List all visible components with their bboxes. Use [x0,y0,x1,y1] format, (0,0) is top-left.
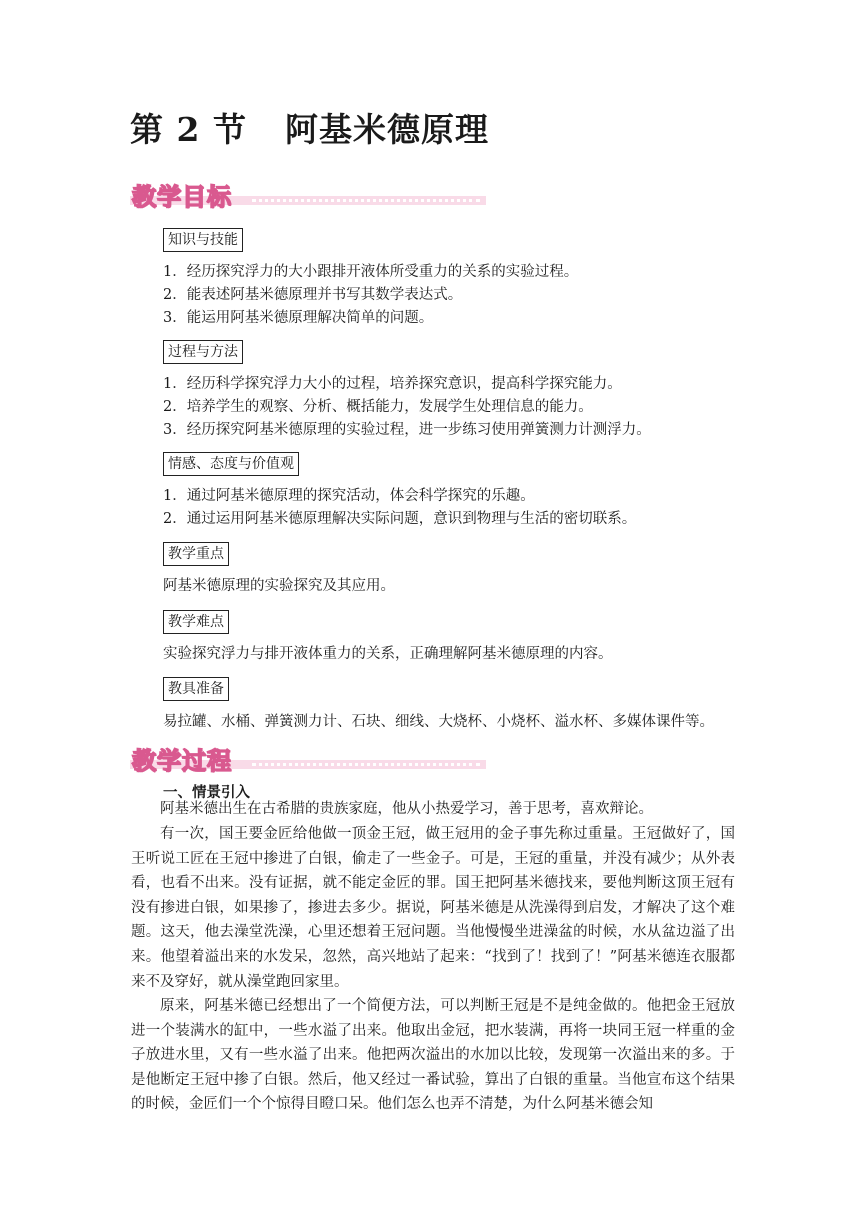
list-item: 1．经历科学探究浮力大小的过程，培养探究意识，提高科学探究能力。 [163,376,622,392]
page-title [130,104,489,151]
list-item: 1．经历探究浮力的大小跟排开液体所受重力的关系的实验过程。 [163,264,579,280]
difficulty-text: 实验探究浮力与排开液体重力的关系，正确理解阿基米德原理的内容。 [163,646,613,662]
paragraph: 原来，阿基米德已经想出了一个简便方法，可以判断王冠是不是纯金做的。他把金王冠放进一个装满水的缸中，一些水溢了出来。他取出金冠，把水装满，再将一块同王冠一样重的金子放进水里，又有一些水溢了出来。他把两次溢出的水加以比较，发现第一次溢出来的多。于是他断定王冠中掺了白银。然后，他又经过一番试验，算出了白银的重量。当他宣布这个结果的时候，金匠们一个个惊得目瞪口呆。他们怎么也弄不清楚，为什么阿基米德会知 [131,998,735,1113]
list-item: 2．培养学生的观察、分析、概括能力，发展学生处理信息的能力。 [163,399,593,415]
tag-knowledge-skills: 知识与技能 [163,228,243,252]
list-item: 3．经历探究阿基米德原理的实验过程，进一步练习使用弹簧测力计测浮力。 [163,422,651,438]
tag-process-method: 过程与方法 [163,340,243,364]
list-item: 2．能表述阿基米德原理并书写其数学表达式。 [163,287,463,303]
key-point-text: 阿基米德原理的实验探究及其应用。 [163,578,395,594]
banner-teaching-process [130,741,486,775]
list-item: 2．通过运用阿基米德原理解决实际问题，意识到物理与生活的密切联系。 [163,511,637,527]
tag-emotion-values: 情感、态度与价值观 [163,452,299,476]
list-item: 1．通过阿基米德原理的探究活动，体会科学探究的乐趣。 [163,488,535,504]
banner-label: 教学过程 [132,747,232,775]
tag-materials: 教具准备 [163,677,229,701]
paragraph: 有一次，国王要金匠给他做一顶金王冠，做王冠用的金子事先称过重量。王冠做好了，国王听说工匠在王冠中掺进了白银，偷走了一些金子。可是，王冠的重量，并没有减少；从外表看，也看不出来。没有证据，就不能定金匠的罪。国王把阿基米德找来，要他判断这顶王冠有没有掺进白银，如果掺了，掺进去多少。据说，阿基米德是从洗澡得到启发，才解决了这个难题。这天，他去澡堂洗澡，心里还想着王冠问题。当他慢慢坐进澡盆的时候，水从盆边溢了出来。他望着溢出来的水发呆，忽然，高兴地站了起来：“找到了！找到了！”阿基米德连衣服都来不及穿好，就从澡堂跑回家里。 [131,826,735,990]
paragraph: 阿基米德出生在古希腊的贵族家庭，他从小热爱学习，善于思考，喜欢辩论。 [160,801,653,817]
section-number: 第 2 节 [130,110,247,149]
section-name: 阿基米德原理 [284,110,489,149]
materials-text: 易拉罐、水桶、弹簧测力计、石块、细线、大烧杯、小烧杯、溢水杯、多媒体课件等。 [163,714,714,730]
list-item: 3．能运用阿基米德原理解决简单的问题。 [163,310,434,326]
tag-difficulty: 教学难点 [163,610,229,634]
banner-teaching-goals [130,177,486,211]
tag-key-point: 教学重点 [163,542,229,566]
section-heading: 一、情景引入 [163,785,250,801]
banner-label: 教学目标 [132,183,232,211]
